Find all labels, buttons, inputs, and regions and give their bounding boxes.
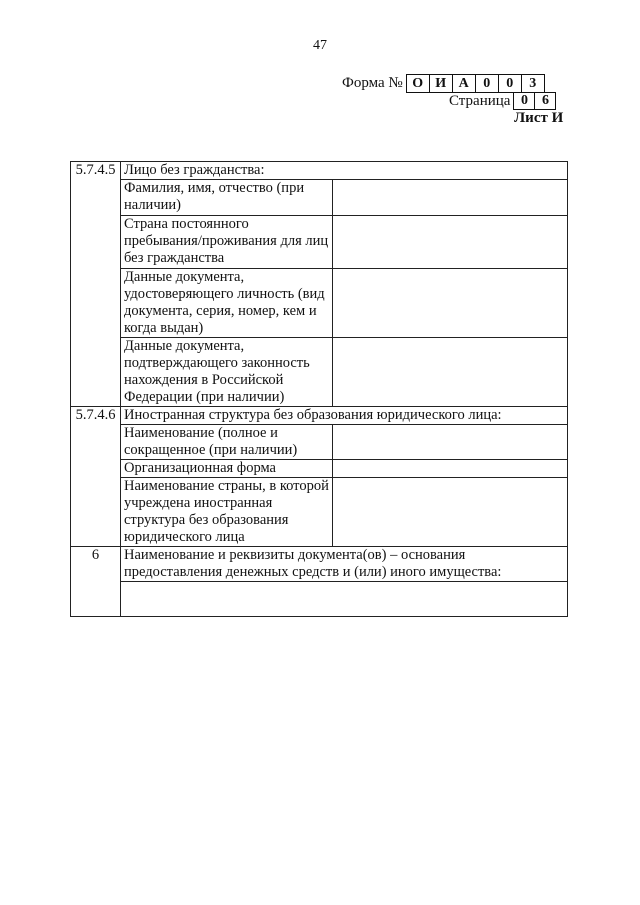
section-number: 5.7.4.5 xyxy=(71,162,121,407)
field-value[interactable] xyxy=(333,269,568,338)
field-value[interactable] xyxy=(333,216,568,269)
field-label: Фамилия, имя, отчество (при наличии) xyxy=(121,180,333,216)
field-value[interactable] xyxy=(333,460,568,478)
section-number: 6 xyxy=(71,547,121,617)
section-number: 5.7.4.6 xyxy=(71,407,121,547)
table-row xyxy=(71,338,568,407)
field-label: Наименование страны, в которой учреждена иностранная структура без образования юридического лица xyxy=(121,478,333,547)
field-value[interactable] xyxy=(333,338,568,407)
table-row xyxy=(71,478,568,547)
form-code-char: 3 xyxy=(521,74,545,93)
form-code-char: И xyxy=(429,74,452,93)
field-label: Наименование (полное и сокращенное (при наличии) xyxy=(121,425,333,460)
table-row xyxy=(71,269,568,338)
form-code-char: 0 xyxy=(475,74,498,93)
sheet-label: Лист И xyxy=(514,110,564,126)
table-row xyxy=(71,216,568,269)
form-code-char: А xyxy=(452,74,475,93)
table-row xyxy=(71,425,568,460)
form-number-header xyxy=(342,74,545,92)
page-indicator xyxy=(449,92,556,110)
field-value[interactable] xyxy=(121,582,568,617)
field-label: Данные документа, удостоверяющего личность (вид документа, серия, номер, кем и когда выдан) xyxy=(121,269,333,338)
field-value[interactable] xyxy=(333,478,568,547)
table-row xyxy=(71,582,568,617)
table-row xyxy=(71,162,568,180)
table-row xyxy=(71,407,568,425)
page-digit: 6 xyxy=(534,92,556,110)
form-number-label: Форма № xyxy=(342,74,403,91)
page-number: 47 xyxy=(313,38,327,53)
form-code-char: 0 xyxy=(498,74,521,93)
field-value[interactable] xyxy=(333,425,568,460)
form-code-char: О xyxy=(406,74,429,93)
page-digit: 0 xyxy=(513,92,534,110)
field-value[interactable] xyxy=(333,180,568,216)
section-title: Наименование и реквизиты документа(ов) – основания предоставления денежных средств и (или) иного имущества: xyxy=(121,547,568,582)
table-row xyxy=(71,460,568,478)
form-table xyxy=(70,161,568,617)
field-label: Организационная форма xyxy=(121,460,333,478)
table-row xyxy=(71,547,568,582)
page-label: Страница xyxy=(449,92,511,109)
section-title: Иностранная структура без образования юридического лица: xyxy=(121,407,568,425)
table-row xyxy=(71,180,568,216)
field-label: Данные документа, подтверждающего законность нахождения в Российской Федерации (при наличии) xyxy=(121,338,333,407)
section-title: Лицо без гражданства: xyxy=(121,162,568,180)
field-label: Страна постоянного пребывания/проживания для лиц без гражданства xyxy=(121,216,333,269)
